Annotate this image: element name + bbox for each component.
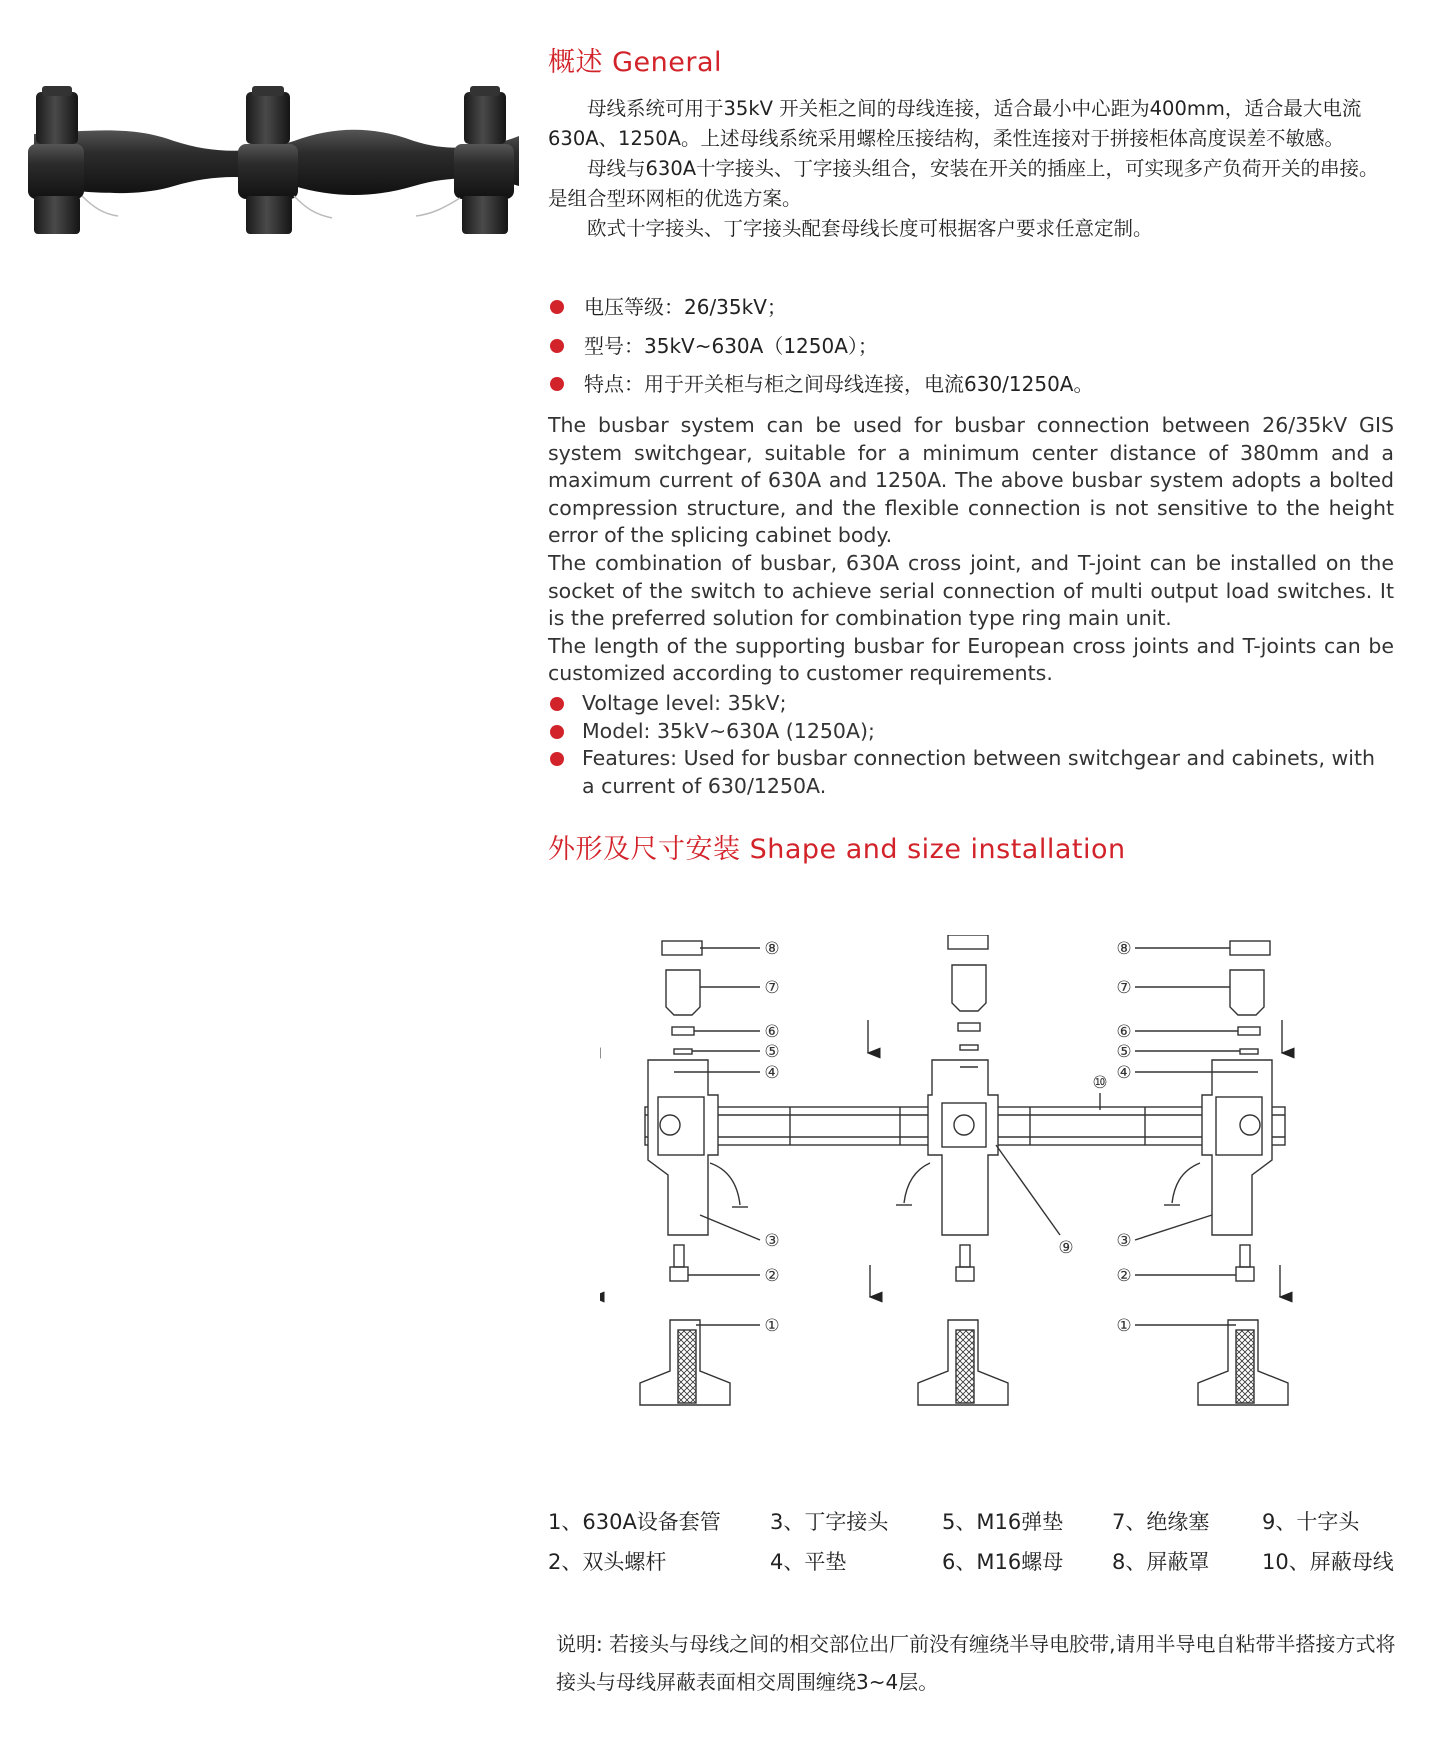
bullet-dot-icon [550,300,564,314]
legend-row [548,1546,1408,1586]
cn-spec-item: 特点：用于开关柜与柜之间母线连接，电流630/1250A。 [548,365,1394,404]
callout-8-right: ⑧ [1116,939,1132,959]
legend-item-2: 2、双头螺杆 [548,1550,667,1574]
legend-item-7: 7、绝缘塞 [1112,1510,1210,1534]
callout-7: ⑦ [764,978,780,998]
legend-item-3: 3、丁字接头 [770,1510,889,1534]
section-heading-shape: 外形及尺寸安装 Shape and size installation [548,834,1126,865]
callout-7-right: ⑦ [1116,978,1132,998]
legend-item-10: 10、屏蔽母线 [1262,1550,1394,1574]
installation-note: 说明: 若接头与母线之间的相交部位出厂前没有缠绕半导电胶带,请用半导电自粘带半搭接方式将接头与母线屏蔽表面相交周围缠绕3~4层。 [556,1632,1396,1694]
callout-9: ⑨ [1058,1238,1074,1258]
bullet-dot-icon [550,339,564,353]
callout-4-right: ④ [1116,1063,1132,1083]
en-spec-item: Features: Used for busbar connection between switchgear and cabinets, with a current of 630/1250A. [548,745,1394,800]
callout-4: ④ [764,1063,780,1083]
callout-1: ① [764,1316,780,1336]
cn-paragraph-1: 母线系统可用于35kV 开关柜之间的母线连接，适合最小中心距为400mm，适合最大电流630A、1250A。上述母线系统采用螺栓压接结构，柔性连接对于拼接柜体高度误差不敏感。 [548,97,1362,150]
installation-diagram [600,935,1320,1490]
callout-5: ⑤ [764,1042,780,1062]
parts-legend [548,1506,1408,1586]
cn-spec-item: 型号：35kV~630A（1250A）； [548,327,1394,366]
english-description [548,412,1394,688]
chinese-description [548,94,1394,244]
callout-2-right: ② [1116,1266,1132,1286]
callout-2: ② [764,1266,780,1286]
legend-item-8: 8、屏蔽罩 [1112,1550,1210,1574]
en-paragraph-2: The combination of busbar, 630A cross joint, and T-joint can be installed on the socket of the switch to achieve serial connection of multi output load switches. It is the preferred solution for combination type ring main unit. [548,550,1394,631]
callout-6: ⑥ [764,1022,780,1042]
cn-paragraph-2: 母线与630A十字接头、丁字接头组合，安装在开关的插座上，可实现多产负荷开关的串接。是组合型环网柜的优选方案。 [548,157,1379,210]
en-spec-list [548,690,1394,800]
legend-item-6: 6、M16螺母 [942,1550,1064,1574]
callout-10: ⑩ [1092,1073,1108,1093]
callout-6-right: ⑥ [1116,1022,1132,1042]
legend-item-9: 9、十字头 [1262,1510,1360,1534]
bullet-dot-icon [550,377,564,391]
cn-spec-list [548,288,1394,404]
bullet-dot-icon [550,725,564,739]
en-spec-item: Voltage level: 35kV; [548,690,1394,718]
bullet-dot-icon [550,752,564,766]
cn-spec-item: 电压等级：26/35kV； [548,288,1394,327]
section-heading-general: 概述 General [548,47,722,78]
cn-paragraph-3: 欧式十字接头、丁字接头配套母线长度可根据客户要求任意定制。 [587,217,1153,240]
callout-8: ⑧ [764,939,780,959]
legend-item-5: 5、M16弹垫 [942,1510,1064,1534]
callout-1-right: ① [1116,1316,1132,1336]
callout-3-right: ③ [1116,1231,1132,1251]
callout-3: ③ [764,1231,780,1251]
busbar-product-image [14,86,534,236]
en-spec-item: Model: 35kV~630A (1250A); [548,718,1394,746]
legend-row [548,1506,1408,1546]
callout-5-right: ⑤ [1116,1042,1132,1062]
bullet-dot-icon [550,697,564,711]
en-paragraph-1: The busbar system can be used for busbar connection between 26/35kV GIS system switchgear, suitable for a minimum center distance of 380mm and a maximum current of 630A and 1250A. The above busbar system adopts a bolted compression structure, and the flexible connection is not sensitive to the height error of the splicing cabinet body. [548,413,1394,548]
legend-item-4: 4、平垫 [770,1550,847,1574]
legend-item-1: 1、630A设备套管 [548,1510,721,1534]
en-paragraph-3: The length of the supporting busbar for European cross joints and T-joints can be customized according to customer requirements. [548,633,1394,686]
